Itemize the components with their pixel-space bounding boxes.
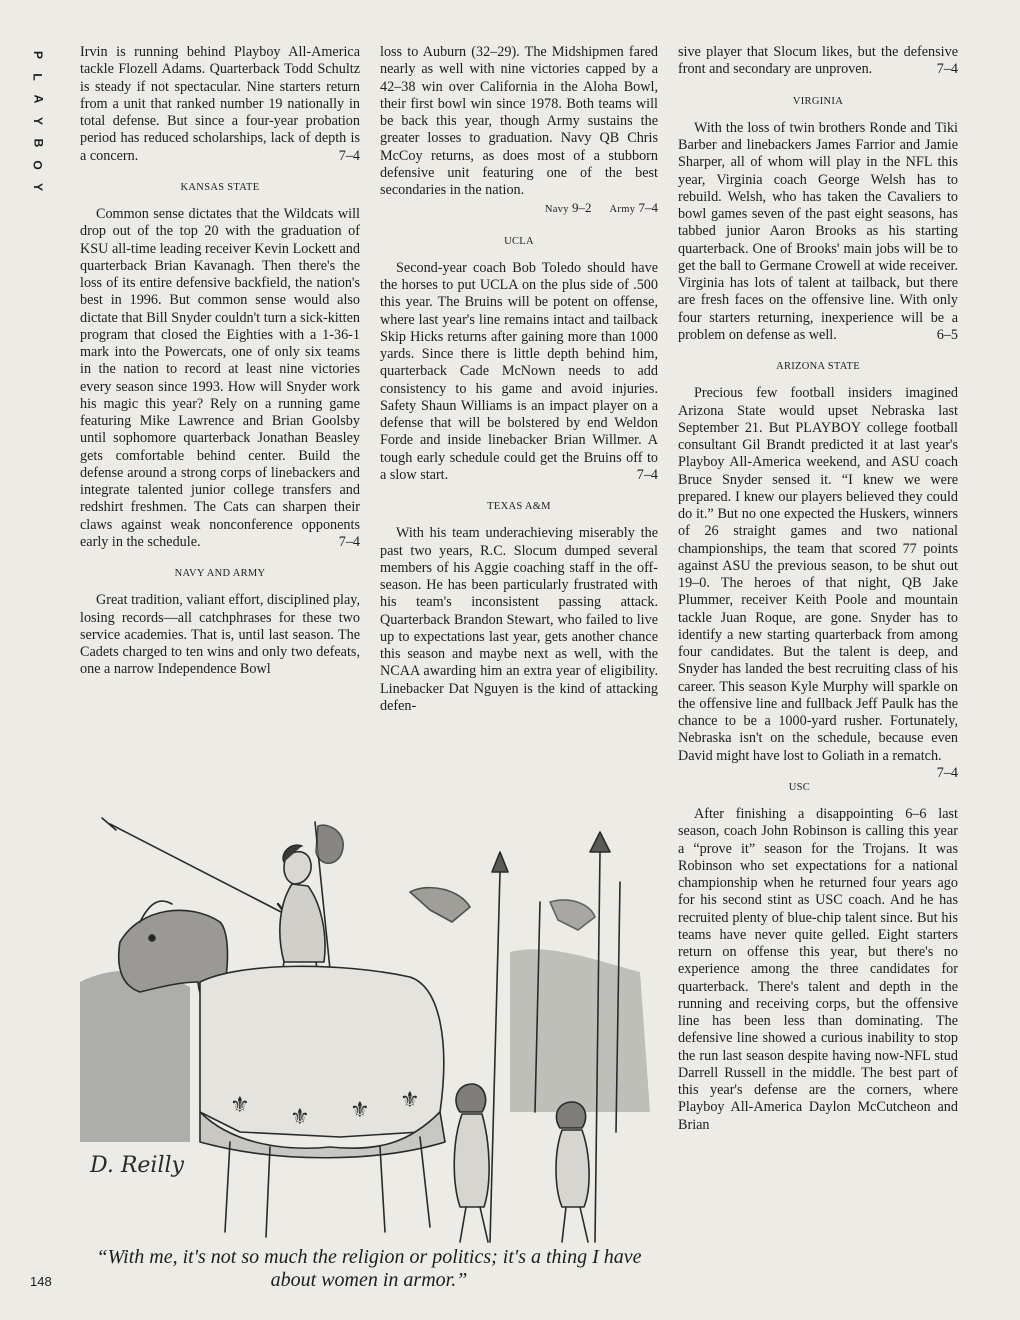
paragraph: Precious few football insiders imagined Arizona State would upset Nebraska last September 21. But PLAYBOY college football consultant Gil Brandt predicted it at last year's Playboy All-America weekend, and ASU coach Bruce Snyder sensed it. “I knew we were prepared. I knew our players believed they could do it.” But no one expected the Huskers, winners of 26 straight games and two national championships, the team that scored 77 points against ASU the previous season, to be shut out 19–0. The heroes of that night, QB Jake Plummer, receiver Keith Poole and mountain tackle Juan Roque, are gone. Snyder has to identify a new starting quarterback from among four candidates. But the talent is deep, and Snyder has landed the best recruiting class of his career. This season Kyle Murphy will sparkle on the offensive line and fullback Jeff Paulk has the chance to be a 1000-yard rusher. Fortunately, Nebraska isn't on the schedule, because even David might have lost to Goliath in a rematch. 7–4	[678, 385, 958, 781]
team-label: Army	[609, 204, 636, 216]
record: 6–5	[936, 326, 958, 343]
navy-army-records	[380, 199, 658, 218]
page-number: 148	[30, 1274, 52, 1289]
column-1	[80, 44, 360, 679]
masthead-letter: A	[30, 94, 45, 104]
masthead-letter: B	[30, 138, 45, 148]
section-heading-usc: USC	[788, 781, 811, 793]
masthead-letter: P	[30, 50, 45, 60]
record: 9–2	[572, 200, 592, 216]
svg-text:⚜: ⚜	[290, 1105, 310, 1130]
knight-on-horse-drawing	[80, 812, 658, 1252]
section-heading-virginia: VIRGINIA	[792, 95, 844, 107]
section-heading-navy-army: NAVY AND ARMY	[174, 568, 266, 579]
playboy-masthead	[28, 44, 48, 198]
paragraph: loss to Auburn (32–29). The Midshipmen fared nearly as well with nine victories capped by a 42–38 win over California in the Aloha Bowl, their first bowl win since 1978. Both teams will be back this year, though Army sustains the greater losses to graduation. Navy QB Chris McCoy returns, as does most of a stubborn defensive unit featuring one of the best secondaries in the nation.	[380, 44, 658, 198]
cartoon-illustration	[80, 812, 658, 1252]
record: 7–4	[936, 61, 958, 78]
svg-text:⚜: ⚜	[350, 1098, 370, 1123]
record: 7–4	[338, 147, 360, 164]
paragraph: Common sense dictates that the Wildcats will drop out of the top 20 with the graduation of KSU all-time leading receiver Kevin Lockett and quarterback Brian Kavanagh. Then there's the loss of its entire defensive backfield, the nation's best in 1996. But common sense would also dictate that Bill Snyder couldn't turn a sick-kitten program that closed the Eighties with a 1-36-1 mark into the Powercats, one of only six teams in the nation to record at least nine victories every season since 1993. How will Snyder work his magic this year? Rely on a running game featuring Mike Lawrence and Brian Goolsby until sophomore quarterback Jonathan Beasley gets comfortable behind center. Build the defense around a strong corps of linebackers and integrate talented junior college transfers and redshirt freshmen. The Cats can sharpen their claws against weak nonconference opponents early in the schedule. 7–4	[80, 206, 360, 550]
masthead-letter: L	[31, 73, 45, 81]
section-heading-kansas-state: KANSAS STATE	[180, 181, 260, 193]
paragraph: Great tradition, valiant effort, disciplined play, losing records—all catchphrases for these two service academies. That is, until last season. The Cadets charged to ten wins and only two defeats, one a narrow Independence Bowl	[80, 592, 360, 678]
paragraph: With the loss of twin brothers Ronde and Tiki Barber and linebackers James Farrior and Jamie Sharper, all of whom will play in the NFL this year, Virginia coach George Welsh has to rebuild. Welsh, who has taken the Cavaliers to bowl games seven of the past eight seasons, has tabbed junior Aaron Brooks as his starting quarterback. One of Brooks' main jobs will be to get the ball to Germane Crowell at wide receiver. Virginia has lots of talent at tailback, but there are fresh faces on the offensive line. With only four starters returning, inexperience will be a problem on defense as well. 6–5	[678, 119, 958, 343]
column-3	[678, 44, 958, 1134]
paragraph: With his team underachieving miserably the past two years, R.C. Slocum dumped several members of his Aggie coaching staff in the off-season. He has been particularly frustrated with his team's inconsistent passing attack. Quarterback Brandon Stewart, who failed to live up to expectations last year, gets another chance this season and maybe next as well, with the NCAA awarding him an extra year of eligibility. Linebacker Dat Nguyen is the kind of attacking defen-	[380, 525, 658, 714]
section-heading-texas-am: TEXAS A&M	[487, 501, 551, 512]
section-heading-arizona-state: ARIZONA STATE	[776, 361, 860, 372]
cartoon-caption: “With me, it's not so much the religion or politics; it's a thing I have about women in armor.”	[96, 1246, 642, 1291]
paragraph: Irvin is running behind Playboy All-America tackle Flozell Adams. Quarterback Todd Schultz is steady if not spectacular. Nine starters return from a unit that ranked number 19 nationally in total defense. But since a four-year probation period has reduced scholarships, lack of depth is a concern. 7–4	[80, 44, 360, 164]
section-heading-ucla: UCLA	[504, 235, 534, 247]
masthead-letter: O	[31, 160, 45, 170]
masthead-letter: Y	[30, 182, 45, 192]
team-label: Navy	[544, 204, 569, 216]
record: 7–4	[636, 466, 658, 483]
paragraph: sive player that Slocum likes, but the defensive front and secondary are unproven. 7–4	[678, 44, 958, 78]
column-2	[380, 44, 658, 715]
paragraph: Second-year coach Bob Toledo should have the horses to put UCLA on the plus side of .500 this year. The Bruins will be potent on offense, where last year's line remains intact and tailback Skip Hicks returns after gaining more than 1000 yards. Since there is little depth behind him, quarterback Cade McNown needs to add consistency to his game and avoid injuries. Safety Shaun Williams is an impact player on a defense that will be bolstered by end Weldon Forde and inside linebacker Brian Willmer. A tough early schedule could get the Bruins off to a slow start. 7–4	[380, 259, 658, 483]
record: 7–4	[638, 200, 658, 216]
paragraph: After finishing a disappointing 6–6 last season, coach John Robinson is calling this year a “prove it” season for the Trojans. It was Robinson who set expectations for a national championship when he returned four years ago for his second stint as USC coach. And he has recruited plenty of blue-chip talent since. But his teams have never quite gelled. Eight starters return on offense this year, but there's no experience among the three candidates for quarterback. There's talent and depth in the running and receiving corps, but the offensive line has been less than dominating. The defensive line showed a curious inability to stop the run last season despite having now-NFL stud Darrell Russell in the middle. The best part of this year's defense are the corners, where Playboy All-America Daylon McCutcheon and Brian	[678, 806, 958, 1133]
artist-signature: D. Reilly	[90, 1153, 184, 1178]
svg-text:⚜: ⚜	[230, 1093, 250, 1118]
record: 7–4	[936, 764, 958, 781]
record: 7–4	[338, 533, 360, 550]
svg-text:⚜: ⚜	[400, 1088, 420, 1113]
masthead-letter: Y	[30, 116, 45, 126]
